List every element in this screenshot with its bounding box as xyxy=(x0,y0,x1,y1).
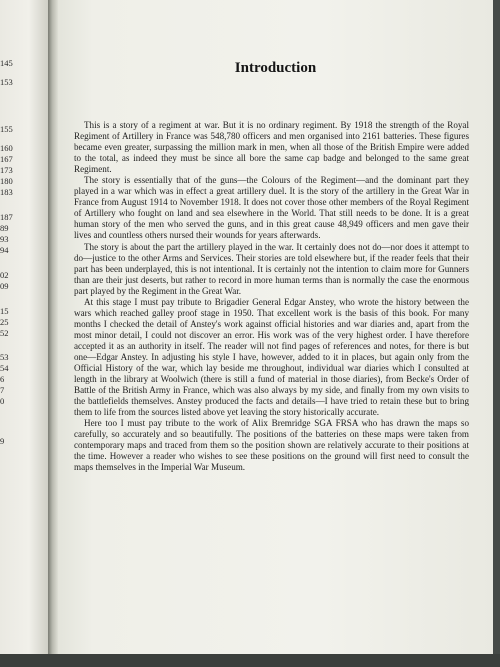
left-page-number: 0 xyxy=(0,396,5,406)
left-page-number: 94 xyxy=(0,245,9,255)
paragraph: This is a story of a regiment at war. But it is no ordinary regiment. By 1918 the strength of the Royal Regiment of Artillery in France was 548,780 officers and men organised into 2161 batteries. These figures became even greater, surpassing the million mark in men, when all those of the British Empire were added to the total, as indeed they must be since all bore the same cap badge and belonged to the same great Regiment. xyxy=(74,120,469,175)
left-page-number: 6 xyxy=(0,374,5,384)
left-page-number: 180 xyxy=(0,176,13,186)
page-edge xyxy=(493,0,500,667)
paragraph: At this stage I must pay tribute to Brigadier General Edgar Anstey, who wrote the history between the wars which reached galley proof stage in 1950. That excellent work is the basis of this book. For many months I checked the detail of Anstey's work against official histories and war diaries and, apart from the most minor detail, I could not discover an error. His work was of the very highest order. I have therefore accepted it as an authority in itself. The reader will not find pages of references and notes, for there is but one—Edgar Anstey. In adjusting his style I have, however, added to it in places, but again only from the Official History of the war, which lay beside me throughout, individual war diaries which I consulted at length in the library at Woolwich (there is still a fund of material in those diaries), from Becke's Order of Battle of the British Army in France, which was also always by my side, and finally from my own visits to the battlefields themselves. Anstey produced the facts and details—I have tried to retain these but to bring them to life from the sources listed above yet leaving the story historically accurate. xyxy=(74,296,469,418)
left-page-number: 145 xyxy=(0,58,13,68)
page-title: Introduction xyxy=(234,60,317,76)
left-page-number: 53 xyxy=(0,352,9,362)
left-page-number: 93 xyxy=(0,234,9,244)
left-page-number: 183 xyxy=(0,187,13,197)
left-page-number: 160 xyxy=(0,143,13,153)
left-page-number: 54 xyxy=(0,363,9,373)
left-page-number: 89 xyxy=(0,223,9,233)
left-page-number: 155 xyxy=(0,124,13,134)
paragraph: The story is about the part the artillery played in the war. It certainly does not do—nor does it attempt to do—justice to the other Arms and Services. Their stories are told elsewhere but, if the reader feels that their part has been underplayed, this is not intentional. It is certainly not the intention to claim more for Gunners than are their just deserts, but rather to record in more human terms than is normally the case the enormous part played by the Regiment in the Great War. xyxy=(74,241,469,296)
page-bottom-edge xyxy=(0,654,500,667)
paragraph: The story is essentially that of the guns—the Colours of the Regiment—and the dominant part they played in a war which was in effect a great artillery duel. It is the story of the artillery in the Great War in France from August 1914 to November 1918. It does not cover those other members of the Royal Regiment of Artillery who fought on land and sea elsewhere in the World. That still needs to be done. It is a great human story of the men who served the guns, and in this great cause 48,949 officers and men gave their lives and countless others nursed their wounds for years afterwards. xyxy=(74,175,469,241)
left-page-number: 52 xyxy=(0,328,9,338)
book-gutter xyxy=(48,0,58,667)
left-page xyxy=(0,0,48,667)
left-page-number: 25 xyxy=(0,317,9,327)
paragraph: Here too I must pay tribute to the work of Alix Bremridge SGA FRSA who has drawn the maps so carefully, so accurately and so beautifully. The positions of the batteries on these maps were taken from contemporary maps and traced from them so the position shown are relatively accurate to their positions at the time. However a reader who wishes to see these positions on the ground will first need to consult the maps themselves in the Imperial War Museum. xyxy=(74,418,469,473)
left-page-number: 9 xyxy=(0,436,5,446)
left-page-number: 7 xyxy=(0,385,5,395)
left-page-number: 09 xyxy=(0,281,9,291)
left-page-number: 167 xyxy=(0,154,13,164)
left-page-number: 02 xyxy=(0,270,9,280)
left-page-number: 153 xyxy=(0,77,13,87)
left-page-number: 15 xyxy=(0,306,9,316)
left-page-number: 187 xyxy=(0,212,13,222)
left-page-number: 173 xyxy=(0,165,13,175)
body-text xyxy=(74,120,469,474)
